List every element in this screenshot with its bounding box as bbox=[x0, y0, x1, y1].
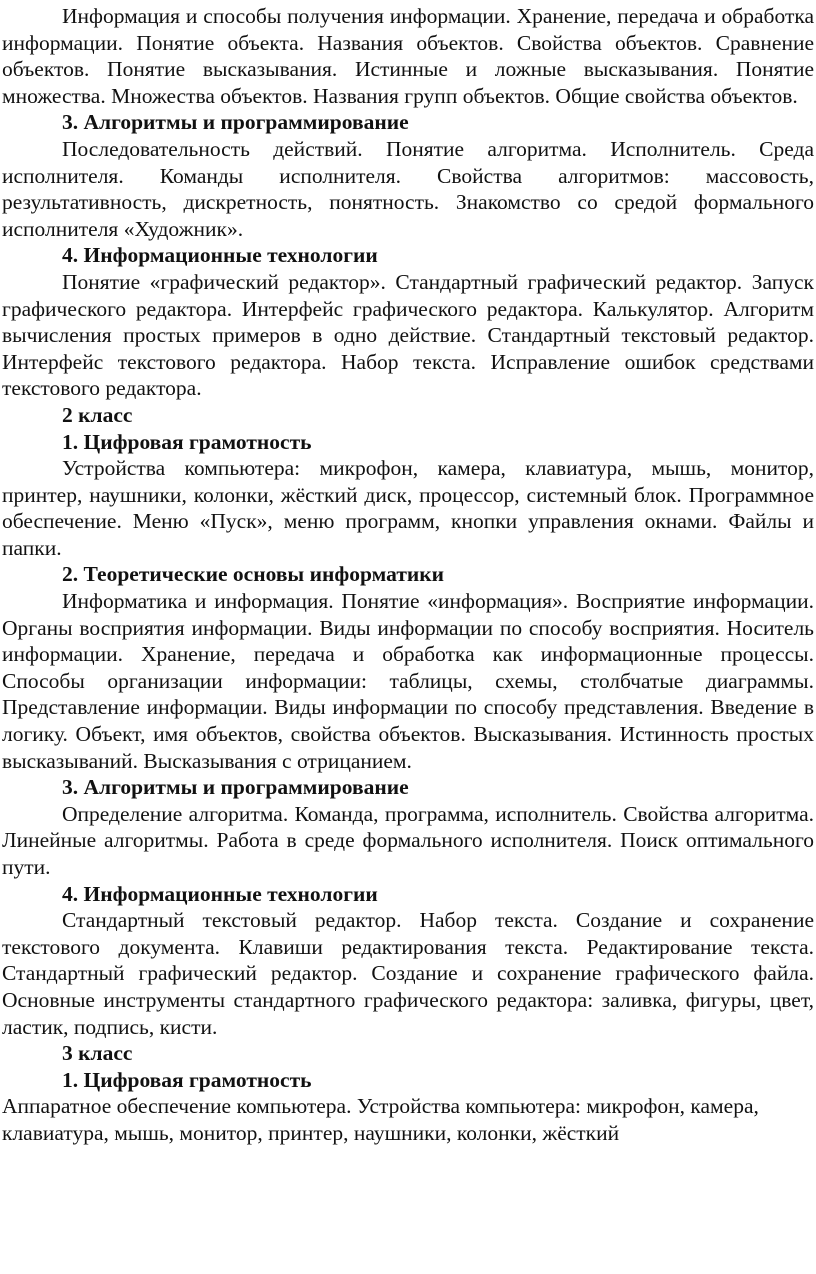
heading-it-2: 4. Информационные технологии bbox=[62, 881, 378, 906]
heading-grade-2: 2 класс bbox=[62, 402, 133, 427]
paragraph-algorithms-2: Определение алгоритма. Команда, программа, исполнитель. Свойства алгоритма. Линейные алгоритмы. Работа в среде формального исполнителя. Поиск оптимального пути. bbox=[2, 801, 814, 879]
paragraph-hardware-3: Аппаратное обеспечение компьютера. Устройства компьютера: микрофон, камера, клавиатура, мышь, монитор, принтер, наушники, колонки, жёсткий bbox=[2, 1094, 759, 1145]
paragraph-it-2: Стандартный текстовый редактор. Набор текста. Создание и сохранение текстового документа. Клавиши редактирования текста. Редактирование текста. Стандартный графический редактор. Создание и сохранение графического файла. Основные инструменты стандартного графического редактора: заливка, фигуры, цвет, ластик, подпись, кисти. bbox=[2, 908, 814, 1039]
paragraph-it-1: Понятие «графический редактор». Стандартный графический редактор. Запуск графического редактора. Интерфейс графического редактора. Калькулятор. Алгоритм вычисления простых примеров в одно действие. Стандартный текстовый редактор. Интерфейс текстового редактора. Набор текста. Исправление ошибок средствами текстового редактора. bbox=[2, 269, 814, 401]
paragraph-digital-literacy-2: Устройства компьютера: микрофон, камера, клавиатура, мышь, монитор, принтер, наушники, колонки, жёсткий диск, процессор, системный блок. Программное обеспечение. Меню «Пуск», меню программ, кнопки управления окнами. Файлы и папки. bbox=[2, 456, 814, 560]
paragraph-info-methods: Информация и способы получения информации. Хранение, передача и обработка информации. Понятие объекта. Названия объектов. Свойства объектов. Сравнение объектов. Понятие высказывания. Истинные и ложные высказывания. Понятие множества. Множества объектов. Названия групп объектов. Общие свойства объектов. bbox=[2, 4, 814, 108]
paragraph-theory-2: Информатика и информация. Понятие «информация». Восприятие информации. Органы восприятия информации. Виды информации по способу восприятия. Носитель информации. Хранение, передача и обработка как информационные процессы. Способы организации информации: таблицы, схемы, столбчатые диаграммы. Представление информации. Виды информации по способу представления. Введение в логику. Объект, имя объектов, свойства объектов. Высказывания. Истинность простых высказываний. Высказывания с отрицанием. bbox=[2, 589, 814, 773]
heading-algorithms-2: 3. Алгоритмы и программирование bbox=[62, 775, 409, 800]
heading-algorithms-1: 3. Алгоритмы и программирование bbox=[62, 110, 409, 135]
heading-theory-2: 2. Теоретические основы информатики bbox=[62, 562, 445, 587]
heading-it-1: 4. Информационные технологии bbox=[62, 243, 378, 268]
heading-digital-literacy-2: 1. Цифровая грамотность bbox=[62, 429, 312, 454]
heading-digital-literacy-3: 1. Цифровая грамотность bbox=[62, 1067, 312, 1092]
heading-grade-3: 3 класс bbox=[62, 1041, 133, 1066]
paragraph-algorithms-1: Последовательность действий. Понятие алгоритма. Исполнитель. Среда исполнителя. Команды исполнителя. Свойства алгоритмов: массовость, результативность, дискретность, понятность. Знакомство со средой формального исполнителя «Художник». bbox=[2, 136, 814, 241]
